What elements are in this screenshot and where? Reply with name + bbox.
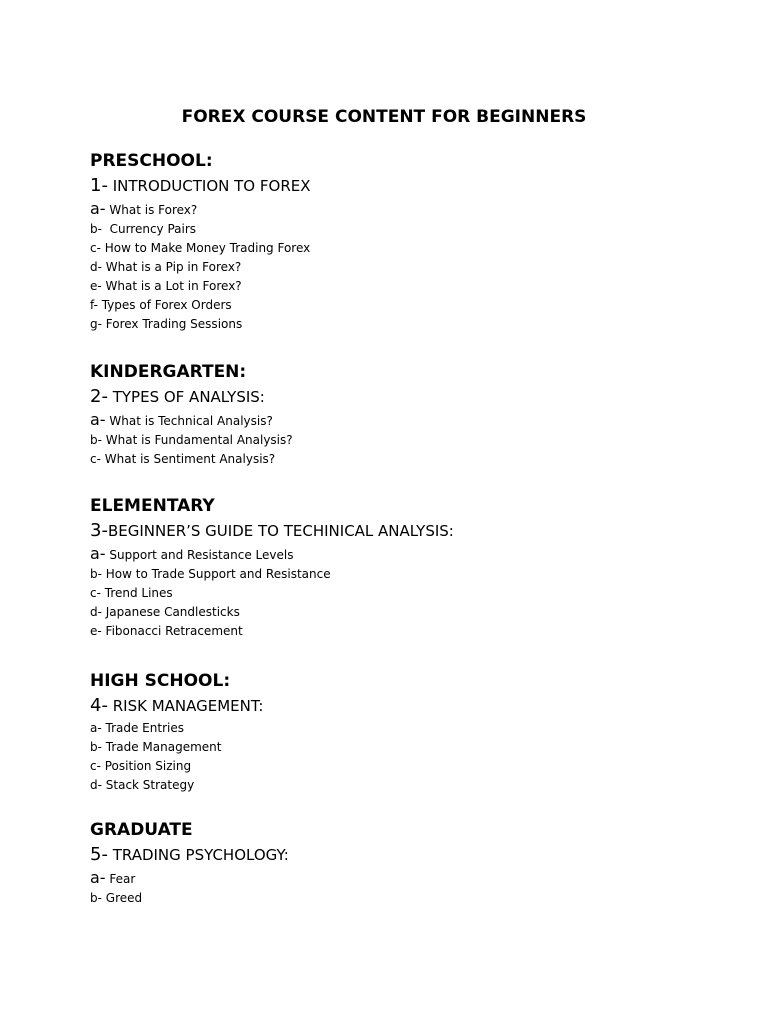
section-preschool [90,150,311,334]
list-item [90,584,454,603]
item-text: Fear [105,872,136,886]
module-title: TYPES OF ANALYSIS: [107,388,265,406]
item-prefix: d- [90,605,102,619]
item-text: What is Technical Analysis? [105,414,273,428]
list-item [90,622,454,641]
item-text: Trade Entries [101,721,184,735]
module-number: 5- [90,844,108,865]
list-item [90,296,311,315]
item-prefix: e- [90,624,102,638]
module-heading [90,696,263,716]
list-item [90,199,311,220]
item-prefix: a- [90,544,106,563]
list-item [90,565,454,584]
item-text: Currency Pairs [101,222,197,236]
list-item [90,239,311,258]
item-prefix: f- [90,298,98,312]
item-prefix: b- [90,740,102,754]
list-item [90,889,289,908]
item-text: Trend Lines [100,586,173,600]
item-prefix: b- [90,222,102,236]
item-prefix: c- [90,759,101,773]
module-number: 3- [90,520,108,541]
item-prefix: c- [90,586,101,600]
item-text: What is Fundamental Analysis? [101,433,293,447]
level-heading: HIGH SCHOOL: [90,671,231,691]
item-text: Trade Management [101,740,222,754]
module-number: 1- [90,175,108,196]
list-item [90,603,454,622]
item-prefix: a- [90,410,106,429]
module-heading [90,387,293,407]
module-title: TRADING PSYCHOLOGY: [107,846,289,864]
item-text: Fibonacci Retracement [101,624,243,638]
item-text: Types of Forex Orders [97,298,232,312]
item-text: Position Sizing [100,759,192,773]
list-item [90,258,311,277]
item-prefix: b- [90,567,102,581]
module-number: 2- [90,386,108,407]
module-number: 4- [90,695,108,716]
item-prefix: c- [90,452,101,466]
module-heading [90,176,311,196]
level-heading: PRESCHOOL: [90,151,213,171]
list-item [90,410,293,431]
item-prefix: e- [90,279,102,293]
item-prefix: b- [90,891,102,905]
item-text: Greed [101,891,143,905]
item-text: How to Trade Support and Resistance [101,567,331,581]
item-text: What is a Lot in Forex? [101,279,242,293]
item-prefix: c- [90,241,101,255]
list-item [90,450,293,469]
item-prefix: b- [90,433,102,447]
item-prefix: a- [90,199,106,218]
list-item [90,220,311,239]
list-item [90,277,311,296]
item-text: Forex Trading Sessions [101,317,243,331]
level-heading: KINDERGARTEN: [90,362,247,382]
list-item [90,776,263,795]
list-item [90,757,263,776]
item-prefix: a- [90,868,106,887]
section-elementary [90,495,454,641]
section-kindergarten [90,361,293,469]
module-heading [90,845,289,865]
module-title: BEGINNER’S GUIDE TO TECHINICAL ANALYSIS: [107,522,454,540]
item-text: Stack Strategy [101,778,195,792]
list-item [90,868,289,889]
list-item [90,315,311,334]
item-prefix: a- [90,721,102,735]
list-item [90,544,454,565]
list-item [90,431,293,450]
item-text: What is Forex? [105,203,198,217]
list-item [90,719,263,738]
document-title: FOREX COURSE CONTENT FOR BEGINNERS [181,107,587,128]
module-heading [90,521,454,541]
item-prefix: d- [90,778,102,792]
level-heading: ELEMENTARY [90,496,215,516]
item-text: Support and Resistance Levels [105,548,294,562]
item-text: Japanese Candlesticks [101,605,240,619]
list-item [90,738,263,757]
module-title: INTRODUCTION TO FOREX [107,177,311,195]
level-heading: GRADUATE [90,820,193,840]
section-high-school [90,670,263,795]
item-text: How to Make Money Trading Forex [100,241,311,255]
item-text: What is Sentiment Analysis? [100,452,276,466]
item-prefix: g- [90,317,102,331]
section-graduate [90,819,289,908]
item-prefix: d- [90,260,102,274]
module-title: RISK MANAGEMENT: [107,697,264,715]
item-text: What is a Pip in Forex? [101,260,242,274]
